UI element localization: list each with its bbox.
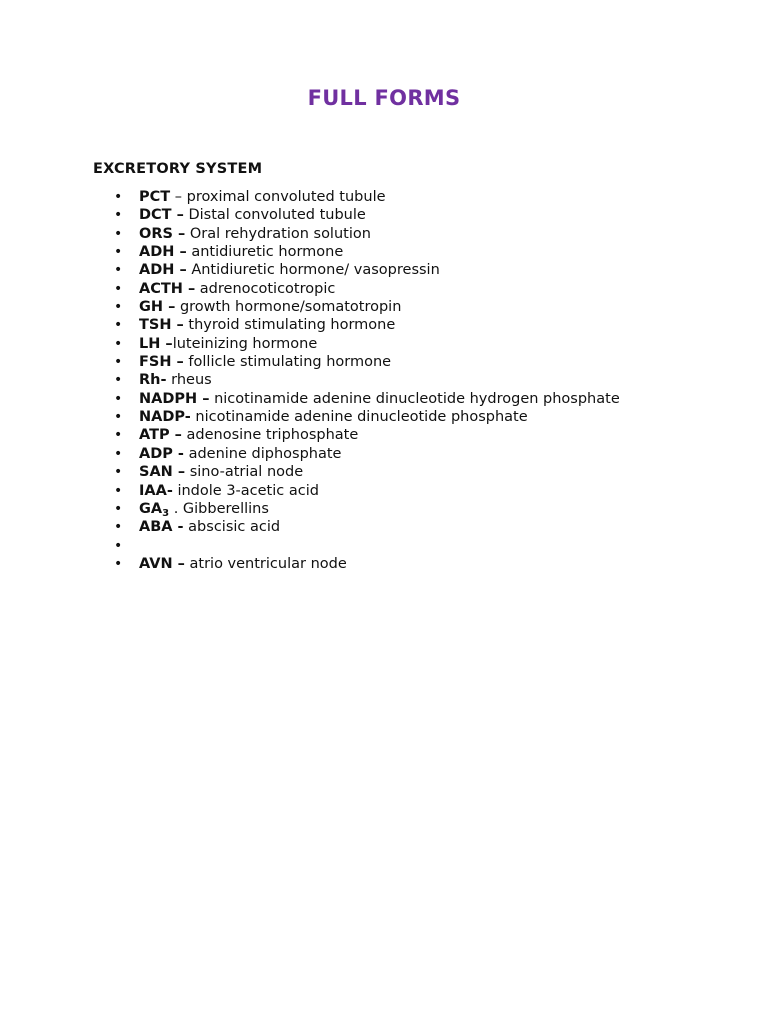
bullet-icon: •: [114, 207, 123, 224]
abbreviation: [139, 519, 184, 535]
full-form: Antidiuretic hormone/ vasopressin: [191, 262, 440, 279]
list-item-text: [139, 206, 366, 224]
abbreviation-text: AVN –: [139, 555, 185, 572]
abbreviation: [139, 207, 184, 223]
abbreviation: [139, 299, 175, 315]
abbreviation: [139, 483, 173, 499]
abbreviation-text: SAN –: [139, 464, 186, 481]
abbreviation: [139, 391, 209, 407]
full-form: abscisic acid: [188, 519, 281, 536]
abbreviation: [139, 317, 184, 333]
abbreviation: [139, 556, 185, 572]
list-item-text: [139, 280, 335, 298]
abbreviation-text: GA: [139, 500, 163, 517]
abbreviation-text: ACTH –: [139, 280, 196, 297]
section-heading: EXCRETORY SYSTEM: [93, 161, 263, 177]
full-form: adenine diphosphate: [188, 445, 342, 462]
list-item-text: [139, 261, 440, 279]
list-item-text: [139, 188, 386, 206]
abbreviation-text: DCT –: [139, 207, 184, 224]
full-form: nicotinamide adenine dinucleotide phosphate: [195, 409, 528, 426]
abbreviation-text: LH –: [139, 335, 173, 352]
full-form: atrio ventricular node: [189, 555, 347, 572]
bullet-icon: •: [114, 244, 123, 261]
list-item-text: [139, 500, 269, 520]
abbreviation: [139, 226, 185, 242]
list-item-text: [139, 390, 620, 408]
list-item-text: [139, 408, 528, 426]
full-form: sino-atrial node: [189, 464, 304, 481]
list-item-text: [139, 482, 319, 500]
full-form: antidiuretic hormone: [191, 244, 344, 261]
abbreviation: [139, 262, 187, 278]
bullet-icon: •: [114, 409, 123, 426]
bullet-icon: •: [114, 372, 123, 389]
abbreviation: [139, 409, 191, 425]
full-form: adrenocoticotropic: [199, 280, 336, 297]
bullet-icon: •: [114, 225, 123, 242]
abbreviation-text: ORS –: [139, 225, 186, 242]
list-item-text: [139, 335, 317, 353]
abbreviation: [139, 427, 182, 443]
abbreviation-text: PCT: [139, 189, 171, 205]
list-item-text: [139, 463, 303, 481]
full-form: Gibberellins: [182, 500, 269, 517]
list-item-text: [139, 298, 401, 316]
bullet-icon: •: [114, 537, 123, 554]
full-form: thyroid stimulating hormone: [188, 317, 396, 334]
abbreviation: [139, 446, 184, 462]
list-item-text: [139, 243, 343, 261]
abbreviation-text: FSH –: [139, 354, 184, 371]
bullet-icon: •: [114, 280, 123, 297]
bullet-icon: •: [114, 427, 123, 444]
full-form: indole 3-acetic acid: [177, 482, 319, 499]
bullet-icon: •: [114, 189, 123, 205]
abbreviation: [139, 244, 187, 260]
abbreviation: [139, 189, 170, 205]
full-form: growth hormone/somatotropin: [179, 299, 402, 316]
full-form: Distal convoluted tubule: [188, 207, 366, 224]
bullet-icon: •: [114, 317, 123, 334]
bullet-icon: •: [114, 445, 123, 462]
abbreviation-text: NADPH –: [139, 390, 210, 407]
full-form: Oral rehydration solution: [189, 225, 371, 242]
bullet-icon: •: [114, 354, 123, 371]
full-form: adenosine triphosphate: [186, 427, 359, 444]
bullet-icon: •: [114, 519, 123, 536]
full-form: nicotinamide adenine dinucleotide hydrogen phosphate: [214, 390, 620, 407]
separator: .: [169, 500, 183, 517]
abbreviation-subscript: 3: [162, 507, 170, 519]
full-form: proximal convoluted tubule: [186, 189, 386, 205]
bullet-icon: •: [114, 482, 123, 499]
bullet-icon: •: [114, 262, 123, 279]
full-form: follicle stimulating hormone: [188, 354, 392, 371]
separator: –: [170, 189, 187, 205]
list-item-text: [139, 555, 347, 573]
abbreviation: [139, 354, 184, 370]
abbreviation-text: ABA -: [139, 519, 184, 536]
list-item-text: [139, 445, 341, 463]
abbreviation-text: IAA-: [139, 482, 173, 499]
list-item-text: [139, 316, 395, 334]
bullet-icon: •: [114, 500, 123, 517]
abbreviation-text: GH –: [139, 299, 176, 316]
bullet-icon: •: [114, 390, 123, 407]
abbreviation: [139, 501, 169, 517]
bullet-icon: •: [114, 335, 123, 352]
list-item-text: [139, 426, 358, 444]
abbreviation-text: ADH –: [139, 262, 187, 279]
abbreviation: [139, 372, 167, 388]
list-item-text: [139, 225, 371, 243]
abbreviation: [139, 464, 185, 480]
list-item-text: [139, 518, 280, 536]
abbreviation-text: TSH –: [139, 317, 184, 334]
abbreviation-text: ADP -: [139, 445, 184, 462]
page-title: FULL FORMS: [307, 86, 461, 110]
list-item-text: [139, 353, 391, 371]
abbreviation-text: ADH –: [139, 244, 187, 261]
abbreviation-text: Rh-: [139, 372, 167, 389]
abbreviation-text: ATP –: [139, 427, 182, 444]
list-item-text: [139, 371, 212, 389]
abbreviation: [139, 281, 195, 297]
full-form: luteinizing hormone: [172, 335, 318, 352]
abbreviation-text: NADP-: [139, 409, 191, 426]
bullet-icon: •: [114, 299, 123, 316]
full-form: rheus: [171, 372, 212, 389]
abbreviation: [139, 336, 173, 352]
bullet-icon: •: [114, 464, 123, 481]
bullet-icon: •: [114, 555, 123, 572]
